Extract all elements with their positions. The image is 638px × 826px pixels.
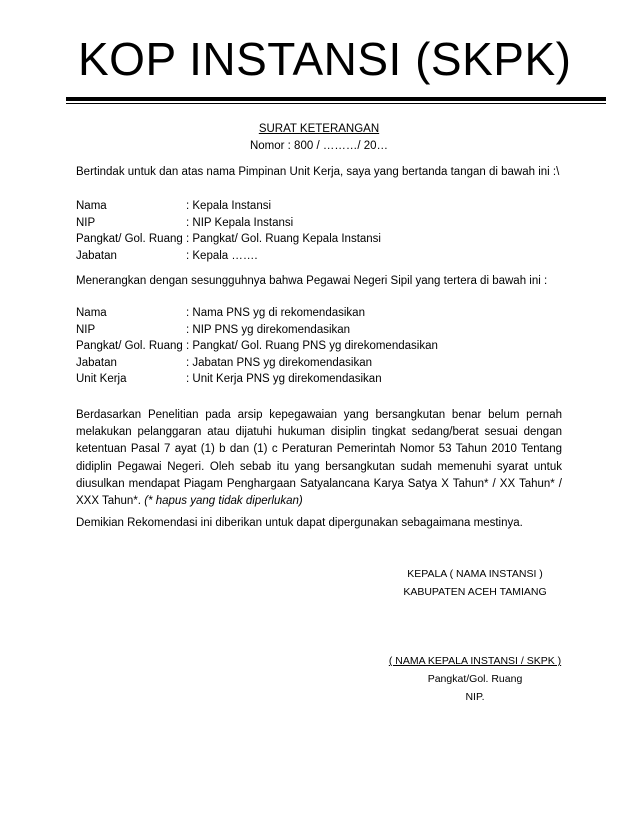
letterhead-rule-thin: [66, 103, 606, 104]
body-paragraph: [76, 407, 562, 510]
field-value: : NIP Kepala Instansi: [186, 216, 294, 229]
field-row: [76, 338, 438, 355]
field-row: [76, 198, 381, 215]
field-label: Nama: [76, 200, 107, 212]
field-value: : Kepala …….: [186, 249, 258, 262]
field-value: : Jabatan PNS yg direkomendasikan: [186, 356, 373, 369]
intro-text: Bertindak untuk dan atas nama Pimpinan Unit Kerja, saya yang bertanda tangan di bawah ini :\: [76, 166, 560, 178]
field-value: : Pangkat/ Gol. Ruang PNS yg direkomendasikan: [186, 340, 438, 352]
paragraph-note: (* hapus yang tidak diperlukan): [144, 495, 303, 508]
paragraph-body: Berdasarkan Penelitian pada arsip kepegawaian yang bersangkutan benar belum pernah melakukan pelanggaran atau dijatuhi hukuman disiplin tingkat sedang/berat sesuai dengan ketentuan Pasal 7 ayat (1) b dan (1) c Peraturan Pemerintah Nomor 53 Tahun 2010 Tentang didiplin Pegawai Negeri. Oleh sebab itu yang bersangkutan sudah memenuhi syarat untuk diusulkan mendapat Piagam Penghargaan Satyalancana Karya Satya X Tahun* / XX Tahun* / XXX Tahun*.: [76, 409, 562, 508]
signature-name: ( NAMA KEPALA INSTANSI / SKPK ): [388, 655, 562, 667]
field-label: Pangkat/ Gol. Ruang: [76, 340, 183, 352]
field-value: : NIP PNS yg direkomendasikan: [186, 323, 351, 336]
field-row: [76, 355, 438, 372]
field-row: [76, 371, 438, 388]
closing-text: Demikian Rekomendasi ini diberikan untuk dapat dipergunakan sebagaimana mestinya.: [76, 517, 523, 529]
field-row: [76, 322, 438, 339]
field-row: [76, 215, 381, 232]
signature-rank: Pangkat/Gol. Ruang: [427, 673, 523, 685]
field-label: NIP: [76, 323, 96, 336]
field-label: Jabatan: [76, 249, 117, 262]
field-row: [76, 305, 438, 322]
field-value: : Kepala Instansi: [186, 200, 272, 212]
letter-title: SURAT KETERANGAN: [258, 123, 380, 135]
signature-title: KEPALA ( NAMA INSTANSI ): [407, 568, 543, 580]
signer-fields: [76, 198, 381, 264]
field-value: : Nama PNS yg di rekomendasikan: [186, 307, 365, 319]
menerangkan-text: Menerangkan dengan sesungguhnya bahwa Pegawai Negeri Sipil yang tertera di bawah ini :: [76, 275, 548, 287]
field-row: [76, 231, 381, 248]
letterhead-rule-thick: [66, 97, 606, 101]
field-label: NIP: [76, 216, 96, 229]
field-label: Nama: [76, 307, 107, 319]
field-label: Unit Kerja: [76, 373, 127, 385]
signature-header: [370, 565, 580, 601]
letter-number: Nomor : 800 / ………/ 20…: [249, 140, 389, 152]
field-value: : Pangkat/ Gol. Ruang Kepala Instansi: [186, 233, 381, 245]
pns-fields: [76, 305, 438, 388]
field-label: Jabatan: [76, 356, 117, 369]
field-row: [76, 248, 381, 265]
field-label: Pangkat/ Gol. Ruang: [76, 233, 183, 245]
signature-nip: NIP.: [465, 691, 485, 703]
letterhead-title: KOP INSTANSI (SKPK): [78, 33, 572, 85]
signature-region: KABUPATEN ACEH TAMIANG: [403, 586, 547, 598]
signature-footer: [370, 652, 580, 706]
field-value: : Unit Kerja PNS yg direkomendasikan: [186, 373, 382, 385]
